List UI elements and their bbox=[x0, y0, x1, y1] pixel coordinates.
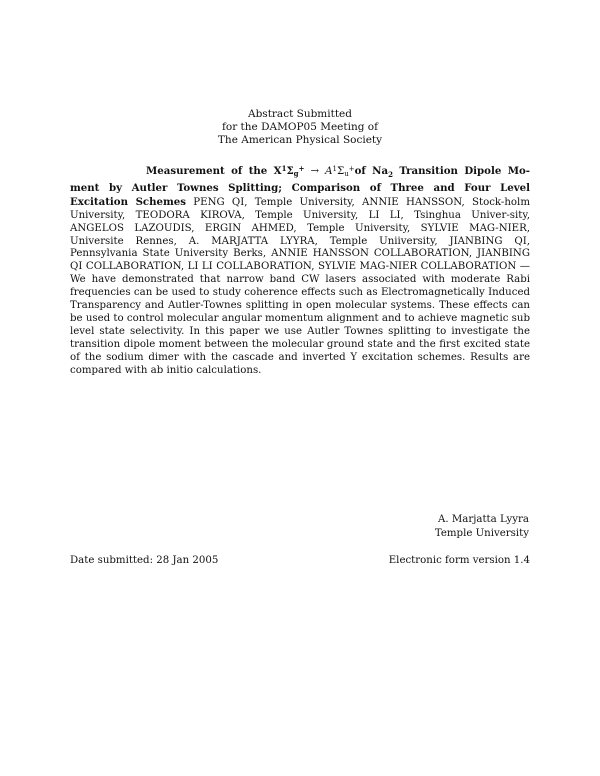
x-state-symbol: $^1\Sigma_g^+$ bbox=[281, 164, 305, 178]
author-list: PENG QI, Temple University, ANNIE HANSSON, Stock-holm University, TEODORA KIROVA, Temple University, LI LI, Tsinghua Univer-sity, ANGELOS LAZOUDIS, ERGIN AHMED, Temple University, SYLVIE MAG-NIER, Universite Rennes, A. MARJATTA LYYRA, Temple Uniiversity, JIANBING QI, Pennsylvania State University Berks, ANNIE HANSSON COLLABORATION, JIANBING QI COLLABORATION, LI LI COLLABORATION, SYLVIE MAG-NIER COLLABORATION bbox=[70, 196, 530, 273]
a-state-symbol: $^1\Sigma_u^+$ bbox=[332, 165, 355, 178]
abstract-paragraph bbox=[70, 163, 530, 378]
footer bbox=[70, 554, 530, 567]
signature-name: A. Marjatta Lyyra bbox=[438, 514, 529, 525]
signature-affiliation: Temple University bbox=[434, 527, 529, 539]
title-arrow: → A bbox=[304, 166, 333, 177]
abstract-body: — We have demonstrated that narrow band CW lasers associated with moderate Rabi frequencies can be used to study coherence effects such as Electromagnetically Induced Transparency and Autler-Townes splitting in open molecular systems. These effects can be used to control molecular angular momentum alignment and to achieve magnetic sub level state selectivity. In this paper we use Autler Townes splitting to investigate the transition dipole moment between the molecular ground state and the first excited state of the sodium dimer with the cascade and inverted Y excitation schemes. Results are compared with ab initio calculations. bbox=[70, 261, 530, 376]
form-version: Electronic form version 1.4 bbox=[388, 555, 530, 566]
title-mid: of Na bbox=[354, 165, 389, 177]
signature-block bbox=[435, 513, 529, 540]
submission-header bbox=[0, 108, 600, 147]
title-prefix: Measurement of the X bbox=[146, 165, 282, 177]
header-line-3: The American Physical Society bbox=[217, 134, 383, 146]
date-submitted: Date submitted: 28 Jan 2005 bbox=[70, 555, 219, 566]
title-rest: Transition Dipole Mo-ment by Autler Townes Splitting; Comparison of Three and Four Level Excitation Schemes bbox=[70, 165, 531, 208]
header-line-2: for the DAMOP05 Meeting of bbox=[221, 121, 378, 133]
header-line-1: Abstract Submitted bbox=[248, 108, 352, 120]
na-subscript: 2 bbox=[388, 170, 393, 180]
